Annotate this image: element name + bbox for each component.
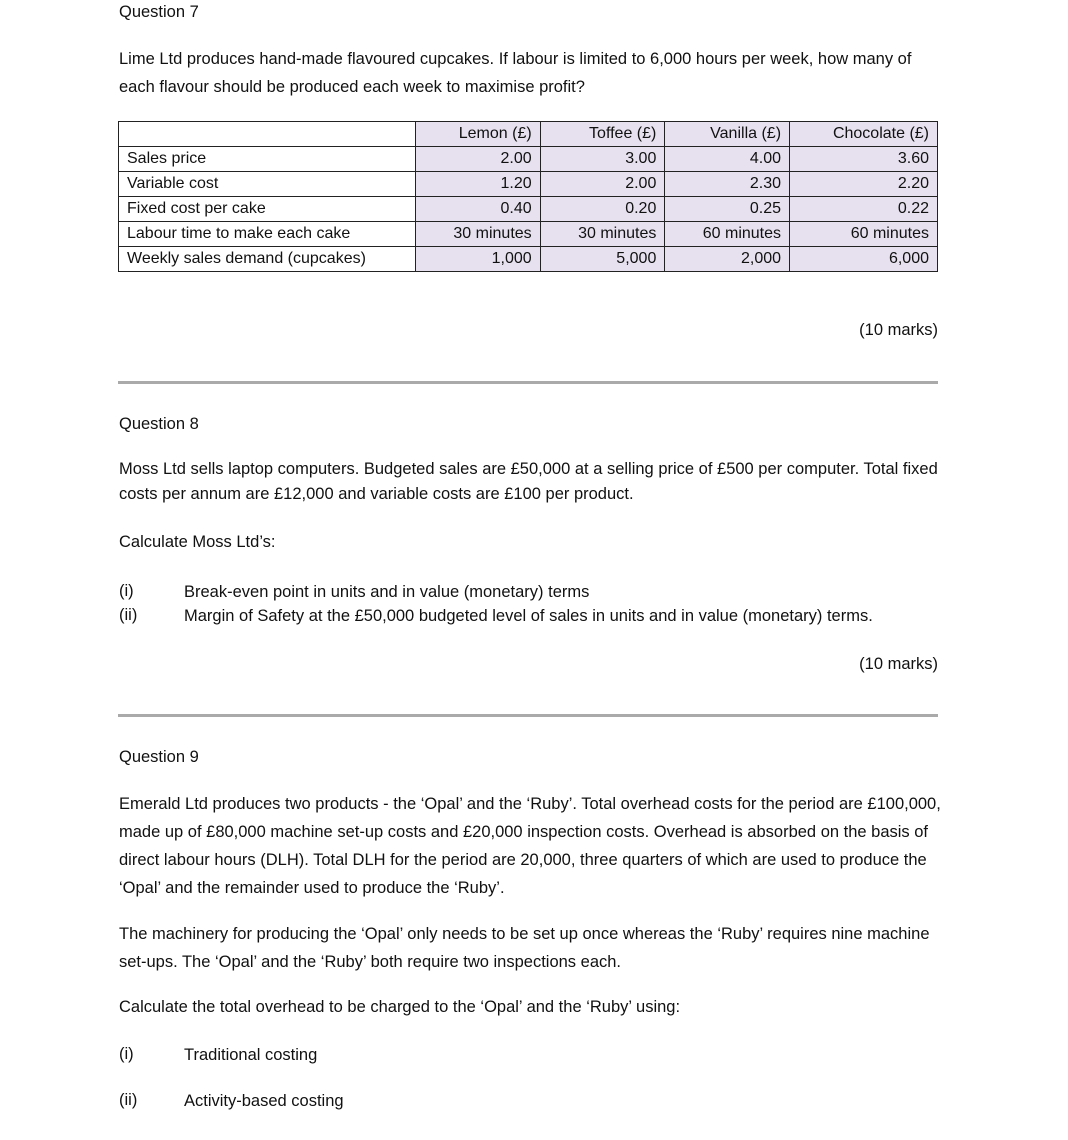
row-label: Labour time to make each cake <box>119 222 416 247</box>
table-row <box>119 197 938 222</box>
q9-item-text: Activity-based costing <box>184 1092 344 1110</box>
table-cell: 1.20 <box>416 172 541 197</box>
table-cell: 60 minutes <box>790 222 938 247</box>
table-cell: Chocolate (£) <box>790 122 938 147</box>
q8-marks: (10 marks) <box>859 655 938 673</box>
table-cell: 5,000 <box>540 247 665 272</box>
row-label: Weekly sales demand (cupcakes) <box>119 247 416 272</box>
row-label: Sales price <box>119 147 416 172</box>
table-cell: 0.40 <box>416 197 541 222</box>
q8-item-num: (i) <box>119 582 134 600</box>
q7-text: Lime Ltd produces hand-made flavoured cupcakes. If labour is limited to 6,000 hours per week, how many of each flavour should be produced each week to maximise profit? <box>119 50 912 96</box>
table-cell: 2,000 <box>665 247 790 272</box>
table-cell: 0.22 <box>790 197 938 222</box>
table-row <box>119 222 938 247</box>
table-cell: 2.20 <box>790 172 938 197</box>
q9-title: Question 9 <box>119 748 199 766</box>
table-row <box>119 147 938 172</box>
q8-item-text: Break-even point in units and in value (monetary) terms <box>184 583 590 601</box>
cupcake-table <box>118 121 938 272</box>
table-cell: 6,000 <box>790 247 938 272</box>
table-cell: 2.00 <box>416 147 541 172</box>
table-cell: 3.60 <box>790 147 938 172</box>
q7-marks: (10 marks) <box>859 321 938 339</box>
table-cell: 2.00 <box>540 172 665 197</box>
table-header-row <box>119 122 938 147</box>
table-cell: 0.25 <box>665 197 790 222</box>
q8-item-text: Margin of Safety at the £50,000 budgeted level of sales in units and in value (monetary) terms. <box>184 607 873 625</box>
row-label: Variable cost <box>119 172 416 197</box>
q8-item-num: (ii) <box>119 606 138 624</box>
table-cell: 30 minutes <box>416 222 541 247</box>
q9-item-num: (i) <box>119 1045 134 1063</box>
divider <box>118 714 938 717</box>
table-cell: 60 minutes <box>665 222 790 247</box>
q7-title: Question 7 <box>119 3 199 21</box>
row-label: Fixed cost per cake <box>119 197 416 222</box>
table-row <box>119 247 938 272</box>
table-cell: Lemon (£) <box>416 122 541 147</box>
table-cell: 30 minutes <box>540 222 665 247</box>
q9-para2: The machinery for producing the ‘Opal’ only needs to be set up once whereas the ‘Ruby’ requires nine machine set-ups. The ‘Opal’ and the ‘Ruby’ both require two inspections each. <box>119 925 930 971</box>
q8-text: Moss Ltd sells laptop computers. Budgeted sales are £50,000 at a selling price of £500 per computer. Total fixed costs per annum are £12,000 and variable costs are £100 per product. <box>119 460 938 503</box>
q9-prompt: Calculate the total overhead to be charged to the ‘Opal’ and the ‘Ruby’ using: <box>119 998 681 1016</box>
q9-item-text: Traditional costing <box>184 1046 318 1064</box>
row-label <box>119 122 416 147</box>
table-cell: 1,000 <box>416 247 541 272</box>
table-cell: 0.20 <box>540 197 665 222</box>
q9-item-num: (ii) <box>119 1091 138 1109</box>
table-cell: Toffee (£) <box>540 122 665 147</box>
table-cell: Vanilla (£) <box>665 122 790 147</box>
table-cell: 3.00 <box>540 147 665 172</box>
divider <box>118 381 938 384</box>
q8-prompt: Calculate Moss Ltd’s: <box>119 533 276 551</box>
table-cell: 2.30 <box>665 172 790 197</box>
q8-title: Question 8 <box>119 415 199 433</box>
table-cell: 4.00 <box>665 147 790 172</box>
q9-para1: Emerald Ltd produces two products - the ‘Opal’ and the ‘Ruby’. Total overhead costs for the period are £100,000, made up of £80,000 machine set-up costs and £20,000 inspection costs. Overhead is absorbed on the basis of direct labour hours (DLH). Total DLH for the period are 20,000, three quarters of which are used to produce the ‘Opal’ and the remainder used to produce the ‘Ruby’. <box>119 795 941 897</box>
table-row <box>119 172 938 197</box>
